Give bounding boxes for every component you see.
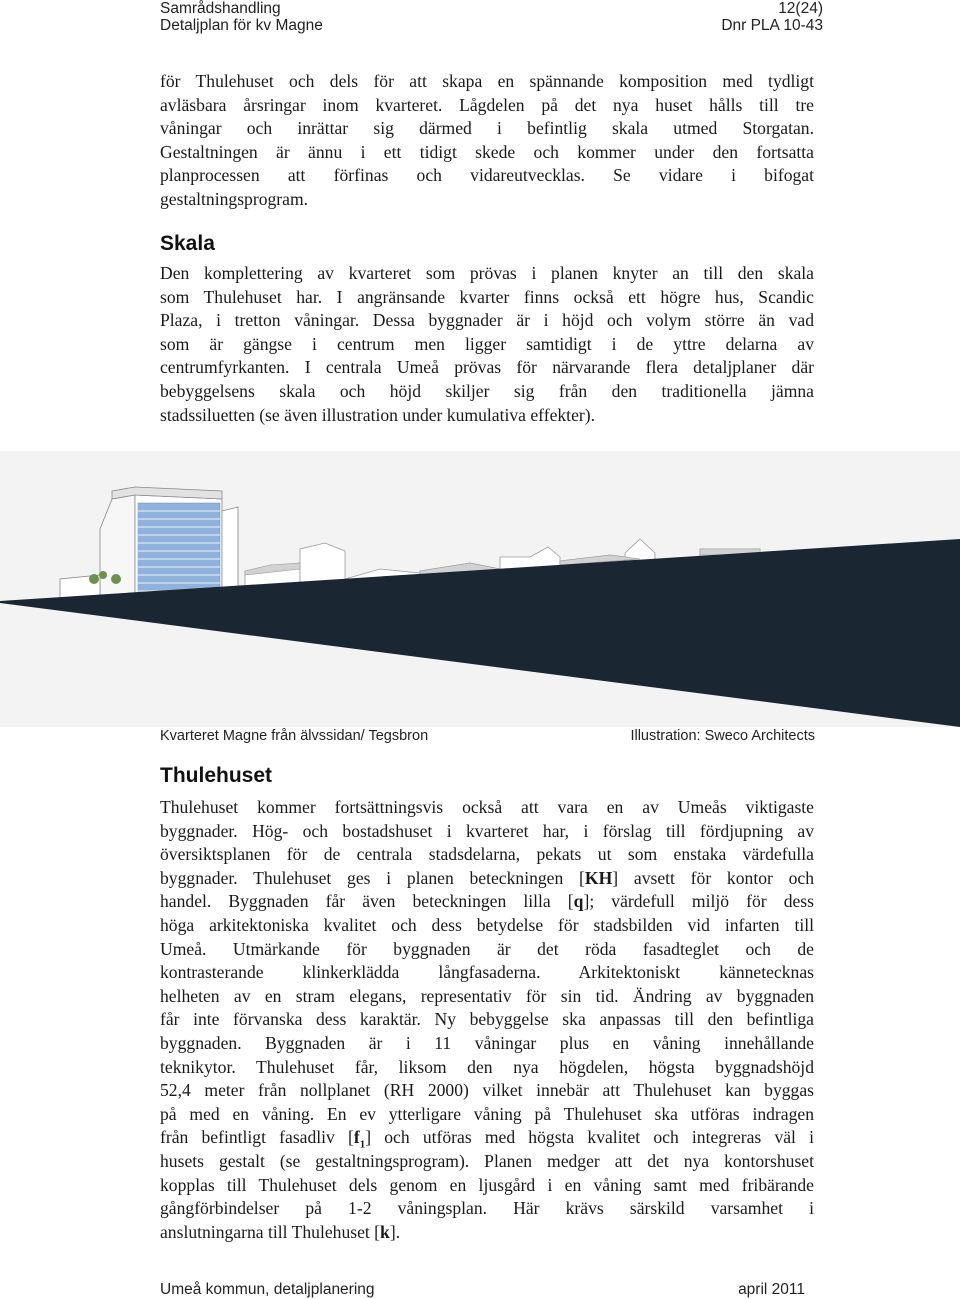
city-skyline-illustration xyxy=(0,451,960,727)
plan-code: k xyxy=(380,1221,390,1242)
text-line: Gestaltningen är ännu i ett tidigt skede och kommer under den fortsatta xyxy=(160,141,814,162)
text-line: våningar och inrättar sig därmed i befintlig skala utmed Storgatan. xyxy=(160,118,814,139)
text-line: husets gestalt (se gestaltningsprogram). Planen medger att det nya kontorshuset xyxy=(160,1150,814,1171)
text-line: avläsbara årsringar inom kvarteret. Lågdelen på det nya huset hålls till tre xyxy=(160,94,814,115)
text-line: från befintligt fasadliv $[f_1]$ och utföras med högsta kvalitet och integreras väl i xyxy=(160,1127,814,1151)
text-line: planprocessen att förfinas och vidareutvecklas. Se vidare i bifogat xyxy=(160,165,814,186)
text-line: Plaza, i tretton våningar. Dessa byggnader är i höjd och volym större än vad xyxy=(160,310,814,331)
text-line: som Thulehuset har. I angränsande kvarter finns också ett högre hus, Scandic xyxy=(160,286,814,307)
text-line: byggnader. Hög- och bostadshuset i kvarteret har, i förslag till fördjupning av xyxy=(160,820,814,841)
page-footer xyxy=(160,1280,805,1299)
text-line: byggnaden. Byggnaden är i 11 våningar plus en våning innehållande xyxy=(160,1032,814,1053)
text-line: får inte förvanska dess karaktär. Ny bebyggelse ska anpassas till den befintliga xyxy=(160,1009,814,1030)
page-number: 12(24) xyxy=(778,0,823,17)
document-status: Samrådshandling xyxy=(160,0,281,17)
text-line: handel. Byggnaden får även beteckningen lilla [q]; värdefull miljö för dess xyxy=(160,891,814,912)
text-line: byggnader. Thulehuset ges i planen beteckningen [KH] avsett för kontor och xyxy=(160,867,815,888)
text-line: centrumfyrkanten. I centrala Umeå prövas för närvarande flera detaljplaner där xyxy=(160,357,814,378)
figure-caption xyxy=(160,726,815,746)
text-line: helheten av en stram elegans, representativ för sin tid. Ändring av byggnaden xyxy=(160,985,814,1006)
document-reference: Dnr PLA 10-43 xyxy=(721,17,823,34)
caption-title: Kvarteret Magne från älvssidan/ Tegsbron xyxy=(160,728,429,744)
caption-credit: Illustration: Sweco Architects xyxy=(630,728,815,744)
text-line: gångförbindelser på 1-2 våningsplan. Här krävs särskild varsamhet i xyxy=(160,1198,814,1219)
text-line: gestaltningsprogram. xyxy=(160,188,309,209)
plan-code: KH xyxy=(584,867,613,888)
footer-organization: Umeå kommun, detaljplanering xyxy=(160,1281,375,1298)
text-line: för Thulehuset och dels för att skapa en spännande komposition med tydligt xyxy=(160,71,814,91)
skala-paragraph xyxy=(160,262,814,427)
text-line: stadssiluetten (se även illustration under kumulativa effekter). xyxy=(160,404,595,425)
section-heading-thulehuset: Thulehuset xyxy=(160,764,273,787)
footer-date: april 2011 xyxy=(738,1281,805,1298)
text-line: Umeå. Utmärkande för byggnaden är det röda fasadteglet och de xyxy=(160,938,814,959)
text-line: kontrasterande klinkerklädda långfasaderna. Arkitektoniskt kännetecknas xyxy=(160,962,814,983)
text-line: höga arkitektoniska kvalitet och dess betydelse för stadsbilden vid infarten till xyxy=(160,914,814,935)
text-line: översiktsplanen för de centrala stadsdelarna, pekats ut som enstaka värdefulla xyxy=(160,844,814,865)
text-line: kopplas till Thulehuset dels genom en ljusgård i en våning samt med fribärande xyxy=(160,1174,814,1195)
text-line: bebyggelsens skala och höjd skiljer sig från den traditionella jämna xyxy=(160,380,814,401)
text-line: Thulehuset kommer fortsättningsvis också att vara en av Umeås viktigaste xyxy=(160,797,814,817)
text-line: som är gängse i centrum men ligger samtidigt i de yttre delarna av xyxy=(160,333,814,354)
plan-code: q xyxy=(573,891,584,912)
text-line: Den komplettering av kvarteret som prövas i planen knyter an till den skala xyxy=(160,263,814,283)
text-line: anslutningarna till Thulehuset [k]. xyxy=(160,1221,401,1242)
thulehuset-paragraph xyxy=(160,796,814,1244)
text-line: på med en våning. En ev ytterligare våning på Thulehuset ska utföras indragen xyxy=(160,1103,814,1124)
text-line: teknikytor. Thulehuset får, liksom den nya högdelen, högsta byggnadshöjd xyxy=(160,1056,814,1077)
plan-code: $f_1$ xyxy=(353,1127,366,1151)
page-header-bottom xyxy=(160,16,823,35)
document-title: Detaljplan för kv Magne xyxy=(160,17,323,34)
text-line: 52,4 meter från nollplanet (RH 2000) vilket innebär att Thulehuset kan byggas xyxy=(160,1080,814,1101)
section-heading-skala: Skala xyxy=(160,232,215,255)
intro-paragraph xyxy=(160,70,814,212)
